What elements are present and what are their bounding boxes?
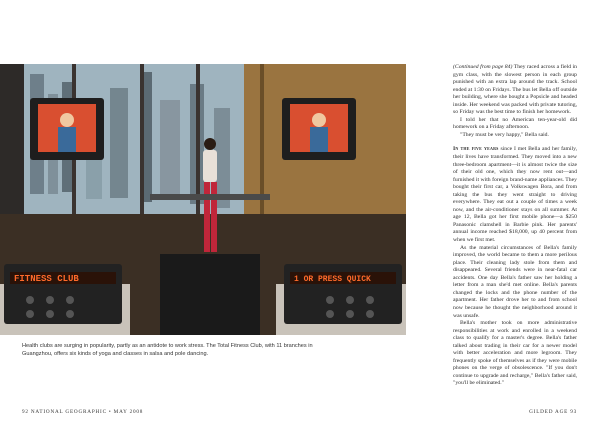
paragraph: (Continued from page 84) They raced across a field in gym class, with the slowest person in each group punished with an extra lap around the track. School ended at 1:30 on Fridays. The bus let Bella off outside her building, where she bought a Popsicle and headed inside. Her weekend was packed with private tutoring, so Friday was the best time to finish her homework. — [453, 64, 577, 116]
paragraph: As the material circumstances of Bella's family improved, the world became to them a more perilous place. Their cleaning lady stole from them and disappeared. Several friends were in near-fatal car accidents. One day Bella's father saw her holding a letter from a man she'd met online. Bella's parents changed the locks and the phone number of the apartment. Her father drove her to and from school now because he thought the neighborhood around it was unsafe. — [453, 244, 577, 319]
paragraph: In the five years since I met Bella and her family, their lives have transformed. They moved into a new three-bedroom apartment—it is almost twice the size of their old one, which they now rent out—and furnished it with foreign brand-name appliances. They bought their first car, a Volkswagen Bora, and from taking the bus they went straight to driving everywhere. They eat out a couple of times a week now, and the air-conditioner stays on all summer. At age 12, Bella got her first mobile phone—a $250 Panasonic clamshell in Barbie pink. Her parents' annual income reached $18,000, up 40 percent from when we first met. — [453, 146, 577, 244]
sign-left: FITNESS CLUB — [14, 274, 79, 284]
folio-left: 92 NATIONAL GEOGRAPHIC • MAY 2008 — [22, 409, 144, 415]
paragraph: Bella's mother took on more administrative responsibilities at work and enrolled in a weekend class to qualify for a master's degree. Bella's father talked about trading in their car for a newer model with better acceleration and more legroom. They frequently spoke of themselves as if they were mobile phones on the verge of obsolescence. "If you don't continue to upgrade and recharge," Bella's father said, "you'll be eliminated." — [453, 320, 577, 387]
continued-note: (Continued from page 84) — [453, 64, 513, 70]
section-lead: In the five years — [453, 146, 499, 153]
folio-right: GILDED AGE 93 — [529, 409, 577, 415]
gym-photo-icon — [0, 64, 406, 335]
paragraph: I told her that no American ten-year-old did homework on a Friday afternoon. — [453, 116, 577, 131]
photo-caption: Health clubs are surging in popularity, partly as an antidote to work stress. The Total Fitness Club, with 11 branches in Guangzhou, offers six kinds of yoga and classes in salsa and pole dancing. — [22, 343, 313, 357]
paragraph: "They must be very happy," Bella said. — [460, 131, 549, 138]
article-body — [453, 64, 577, 388]
photo — [0, 64, 406, 335]
sign-right: 1 OR PRESS QUICK — [294, 275, 371, 284]
